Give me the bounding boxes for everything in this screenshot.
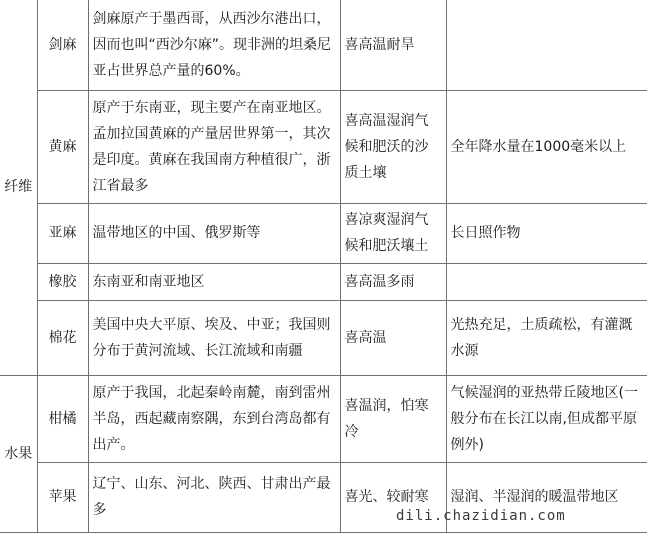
origin-cell: 辽宁、山东、河北、陕西、甘肃出产最多 (88, 462, 340, 532)
crop-name: 苹果 (37, 462, 88, 532)
conditions-cell: 全年降水量在1000毫米以上 (446, 90, 647, 203)
conditions-cell: 湿润、半湿润的暖温带地区 (446, 462, 647, 532)
conditions-cell: 光热充足，土质疏松，有灌溉水源 (446, 300, 647, 375)
crop-name: 黄麻 (37, 90, 88, 203)
climate-cell: 喜高温耐旱 (340, 0, 446, 90)
climate-cell: 喜温润，怕寒冷 (340, 375, 446, 462)
table-row (0, 300, 647, 375)
origin-cell: 原产于东南亚，现主要产在南亚地区。孟加拉国黄麻的产量居世界第一，其次是印度。黄麻在我国南方种植很广，浙江省最多 (88, 90, 340, 203)
crop-name: 棉花 (37, 300, 88, 375)
site-watermark: dili.chazidian.com (396, 508, 566, 524)
origin-cell: 原产于我国，北起秦岭南麓，南到雷州半岛，西起藏南察隅，东到台湾岛都有出产。 (88, 375, 340, 462)
table-row (0, 0, 647, 90)
origin-cell: 东南亚和南亚地区 (88, 263, 340, 300)
climate-cell: 喜凉爽湿润气候和肥沃壤土 (340, 203, 446, 263)
table-row (0, 90, 647, 203)
conditions-cell: 气候湿润的亚热带丘陵地区(一般分布在长江以南,但成都平原例外) (446, 375, 647, 462)
crop-name: 剑麻 (37, 0, 88, 90)
origin-cell: 温带地区的中国、俄罗斯等 (88, 203, 340, 263)
table-row (0, 203, 647, 263)
crop-name: 柑橘 (37, 375, 88, 462)
conditions-cell (446, 0, 647, 90)
climate-cell: 喜高温湿润气候和肥沃的沙质土壤 (340, 90, 446, 203)
conditions-cell: 长日照作物 (446, 203, 647, 263)
origin-cell: 美国中央大平原、埃及、中亚；我国则分布于黄河流域、长江流域和南疆 (88, 300, 340, 375)
climate-cell: 喜高温多雨 (340, 263, 446, 300)
crop-name: 橡胶 (37, 263, 88, 300)
table-row (0, 263, 647, 300)
climate-cell: 喜光、较耐寒 (340, 462, 446, 532)
climate-cell: 喜高温 (340, 300, 446, 375)
origin-cell: 剑麻原产于墨西哥，从西沙尔港出口，因而也叫“西沙尔麻”。现非洲的坦桑尼亚占世界总产量的60%。 (88, 0, 340, 90)
crop-name: 亚麻 (37, 203, 88, 263)
table-row (0, 375, 647, 462)
category-cell-fruit: 水果 (0, 375, 37, 532)
conditions-cell (446, 263, 647, 300)
category-cell-fiber: 纤维 (0, 0, 37, 375)
